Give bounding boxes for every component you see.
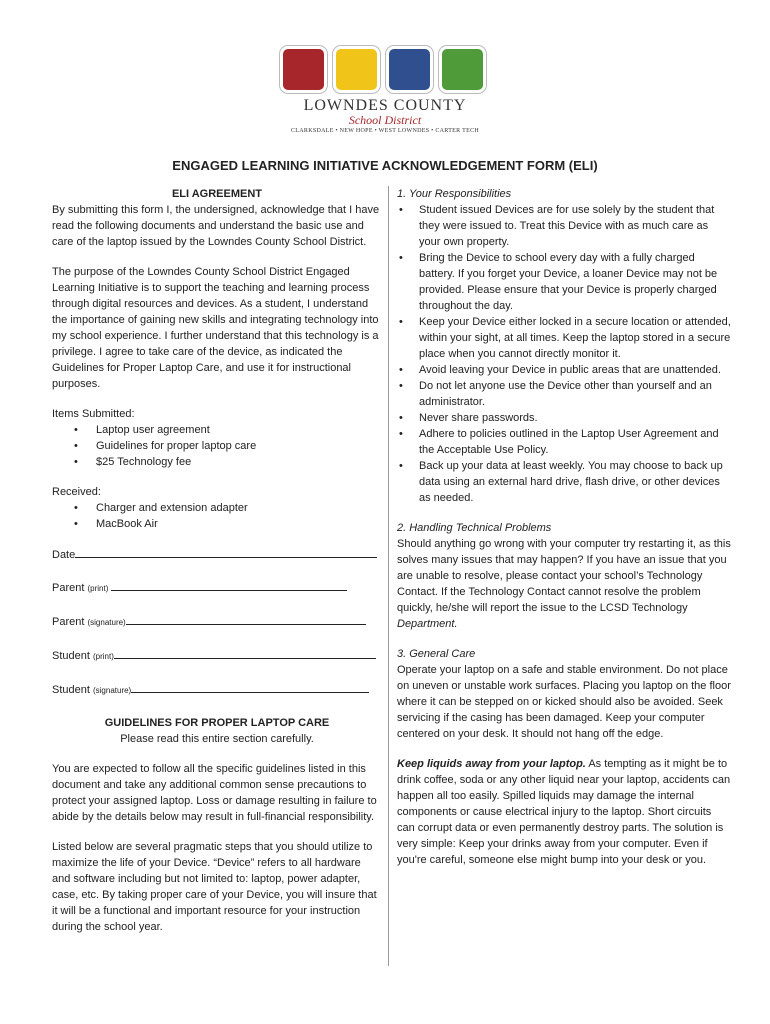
liquids-paragraph: Keep liquids away from your laptop. As tempting as it might be to drink coffee, soda or any other liquid near your laptop, accidents can happen all too easily. Spilled liquids may damage the internal components or cause electrical injury to the laptop. Short circuits can corrupt data or even permanently destroy parts. The solution is very simple: Keep your drinks away from your computer. Even if you're careful, someone else might bump into your desk or you.	[397, 758, 731, 866]
student-print-field[interactable]	[114, 647, 376, 659]
responsibilities-list	[397, 202, 732, 506]
date-line: Date	[52, 546, 382, 563]
agreement-heading: ELI AGREEMENT	[171, 188, 263, 200]
logo-tiles	[280, 46, 490, 93]
technical-problems-paragraph: Should anything go wrong with your computer try restarting it, as this solves many issues that may happen? If you have an issue that you are unable to resolve, please contact your school’s Technology Contact. If the Technology Contact cannot resolve the problem quickly, he/she will report the issue to the LCSD Technology Department.	[397, 538, 731, 630]
district-logo	[280, 46, 490, 141]
list-item: • Never share passwords.	[419, 410, 732, 426]
purpose-paragraph: The purpose of the Lowndes County School District Engaged Learning Initiative is to support the teaching and learning process through digital resources and devices. As a student, I understand the importance of gaining new skills and integrating technology into my school experience. I further understand that this technology is a privilege. I agree to take care of the device, as indicated the Guidelines for Proper Laptop Care, and use it for instructional purposes.	[52, 266, 379, 390]
list-item: • Avoid leaving your Device in public areas that are unattended.	[419, 362, 732, 378]
list-item: • Student issued Devices are for use solely by the student that they were issued to. Treat this Device with as much care as your own property.	[419, 202, 732, 250]
logo-subtitle: School District	[348, 113, 422, 127]
parent-print-field[interactable]	[111, 579, 347, 591]
date-field[interactable]	[75, 546, 377, 558]
computer-icon	[333, 46, 380, 93]
guidelines-heading: GUIDELINES FOR PROPER LAPTOP CARE	[104, 717, 330, 729]
received-label: Received:	[52, 486, 101, 498]
guidelines-subheading: Please read this entire section carefully.	[120, 733, 314, 745]
book-icon	[280, 46, 327, 93]
parent-signature-line: Parent (signature)	[52, 613, 382, 631]
list-item: • Laptop user agreement	[96, 422, 382, 438]
list-item: • Back up your data at least weekly. You may choose to back up data using an external hard drive, flash drive, or other devices as needed.	[419, 458, 732, 506]
column-divider	[388, 186, 389, 966]
technical-problems-heading: 2. Handling Technical Problems	[397, 522, 552, 534]
list-item: • Keep your Device either locked in a secure location or attended, within your sight, at all times. Keep the laptop stored in a secure place when you cannot directly monitor it.	[419, 314, 732, 362]
list-item: • $25 Technology fee	[96, 454, 382, 470]
logo-towns: CLARKSDALE • NEW HOPE • WEST LOWNDES • CARTER TECH	[291, 128, 479, 134]
items-submitted-list	[52, 422, 382, 470]
list-item: • Do not let anyone use the Device other than yourself and an administrator.	[419, 378, 732, 410]
general-care-heading: 3. General Care	[397, 648, 476, 660]
expectations-paragraph: You are expected to follow all the specific guidelines listed in this document and take any additional common sense precautions to protect your assigned laptop. Loss or damage resulting in failure to abide by the details below may result in full-financial responsibility.	[52, 763, 377, 823]
list-item: • MacBook Air	[96, 516, 382, 532]
received-list	[52, 500, 382, 532]
logo-name: LOWNDES COUNTY	[303, 97, 467, 114]
responsibilities-heading: 1. Your Responsibilities	[397, 188, 512, 200]
parent-signature-field[interactable]	[126, 613, 366, 625]
gears-icon	[439, 46, 486, 93]
left-column	[52, 186, 382, 949]
general-care-paragraph: Operate your laptop on a safe and stable environment. Do not place on uneven or unstable work surfaces. Placing you laptop on the floor where it can be stepped on or kicked should also be avoided. Seek servicing if the casing has been damaged. Keep your computer centered on your desk. It should not hang off the edge.	[397, 664, 731, 740]
student-print-line: Student (print)	[52, 647, 382, 665]
list-item: • Charger and extension adapter	[96, 500, 382, 516]
list-item: • Adhere to policies outlined in the Laptop User Agreement and the Acceptable Use Policy.	[419, 426, 732, 458]
student-signature-field[interactable]	[131, 681, 369, 693]
globe-icon	[386, 46, 433, 93]
right-column	[397, 186, 732, 882]
parent-print-line: Parent (print)	[52, 579, 382, 597]
list-item: • Guidelines for proper laptop care	[96, 438, 382, 454]
items-submitted-label: Items Submitted:	[52, 408, 135, 420]
agreement-paragraph: By submitting this form I, the undersigned, acknowledge that I have read the following documents and understand the basic use and care of the laptop issued by the Lowndes County School District.	[52, 204, 380, 248]
pragmatic-steps-paragraph: Listed below are several pragmatic steps that you should utilize to maximize the life of your Device. “Device” refers to all hardware and software including but not limited to: laptop, power adapter, case, etc. By taking proper care of your Device, you will insure that it will be a functional and important resource for your instruction during the school year.	[52, 841, 377, 933]
list-item: • Bring the Device to school every day with a fully charged battery. If you forget your Device, a loaner Device may not be provided. Please ensure that your Device is properly charged throughout the day.	[419, 250, 732, 314]
student-signature-line: Student (signature)	[52, 681, 382, 699]
document-title: ENGAGED LEARNING INITIATIVE ACKNOWLEDGEMENT FORM (ELI)	[172, 158, 598, 173]
